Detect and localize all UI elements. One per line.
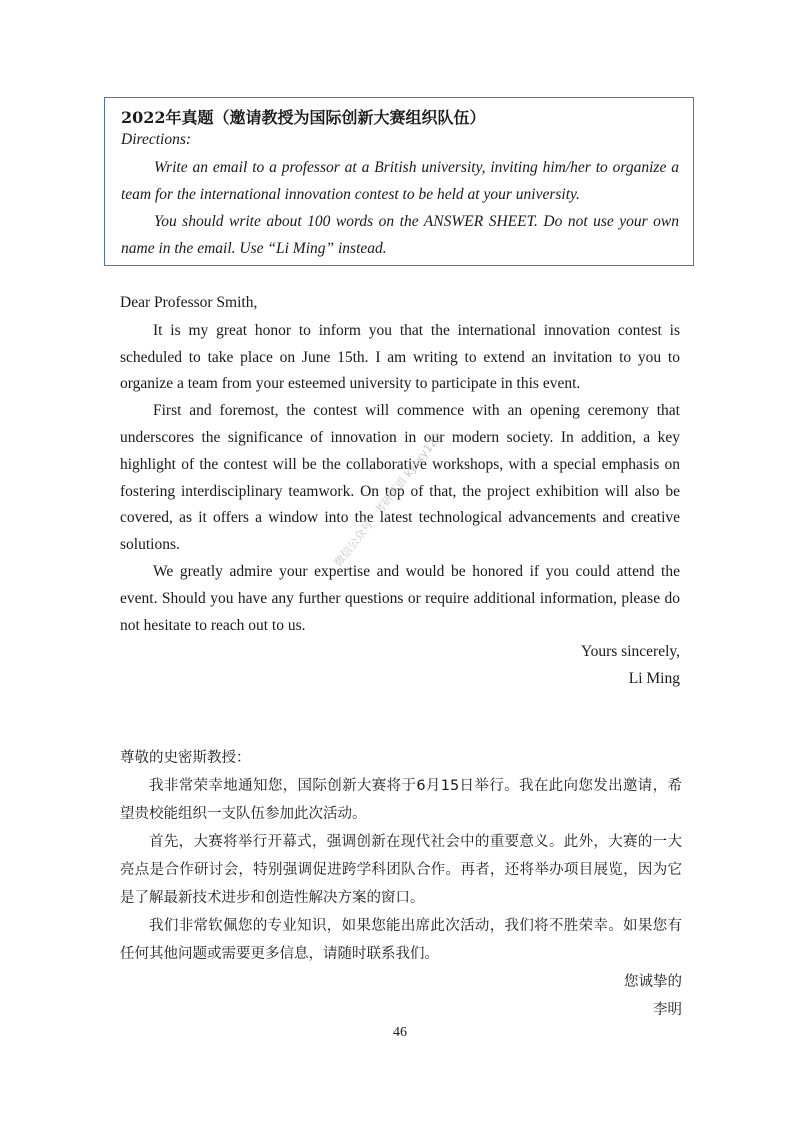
english-paragraph-1: It is my great honor to inform you that the international innovation contest is scheduled to take place on June 15th. I am writing to extend an invitation to you to organize a team from your esteemed university to participate in this event. — [120, 321, 680, 393]
chinese-paragraph-3: 我们非常钦佩您的专业知识，如果您能出席此次活动，我们将不胜荣幸。如果您有任何其他问题或需要更多信息，请随时联系我们。 — [120, 918, 682, 962]
english-signature: Li Ming — [628, 670, 680, 688]
prompt-box — [104, 97, 694, 266]
chinese-signature: 李明 — [653, 1002, 682, 1018]
english-paragraph-2: First and foremost, the contest will commence with an opening ceremony that underscores the significance of innovation in our modern society. In addition, a key highlight of the contest will be the collaborative workshops, with a special emphasis on fostering interdisciplinary teamwork. On top of that, the project exhibition will also be covered, as it offers a window into the latest technological advancements and creative solutions. — [120, 402, 680, 554]
directions-label: Directions: — [121, 131, 192, 148]
chinese-salutation: 尊敬的史密斯教授： — [120, 750, 251, 766]
prompt-title: 2022年真题（邀请教授为国际创新大赛组织队伍） — [121, 108, 486, 127]
chinese-paragraph-1: 我非常荣幸地通知您，国际创新大赛将于6月15日举行。我在此向您发出邀请，希望贵校能组织一支队伍参加此次活动。 — [120, 778, 682, 822]
prompt-paragraph-2: You should write about 100 words on the ANSWER SHEET. Do not use your own name in the email. Use “Li Ming” instead. — [121, 213, 679, 257]
chinese-closing: 您诚挚的 — [624, 974, 682, 990]
prompt-paragraph-1: Write an email to a professor at a British university, inviting him/her to organize a team for the international innovation contest to be held at your university. — [121, 159, 679, 203]
chinese-translation — [120, 744, 682, 1024]
watermark: 微信公众号：考研英语 kysxy123 — [331, 430, 444, 570]
english-closing: Yours sincerely, — [580, 643, 680, 661]
english-salutation: Dear Professor Smith, — [120, 294, 258, 311]
page-number: 46 — [393, 1025, 407, 1040]
english-paragraph-3: We greatly admire your expertise and would be honored if you could attend the event. Should you have any further questions or require additional information, please do not hesitate to reach out to us. — [120, 562, 680, 634]
chinese-paragraph-2: 首先，大赛将举行开幕式，强调创新在现代社会中的重要意义。此外，大赛的一大亮点是合作研讨会，特别强调促进跨学科团队合作。再者，还将举办项目展览，因为它是了解最新技术进步和创造性解决方案的窗口。 — [120, 834, 682, 906]
